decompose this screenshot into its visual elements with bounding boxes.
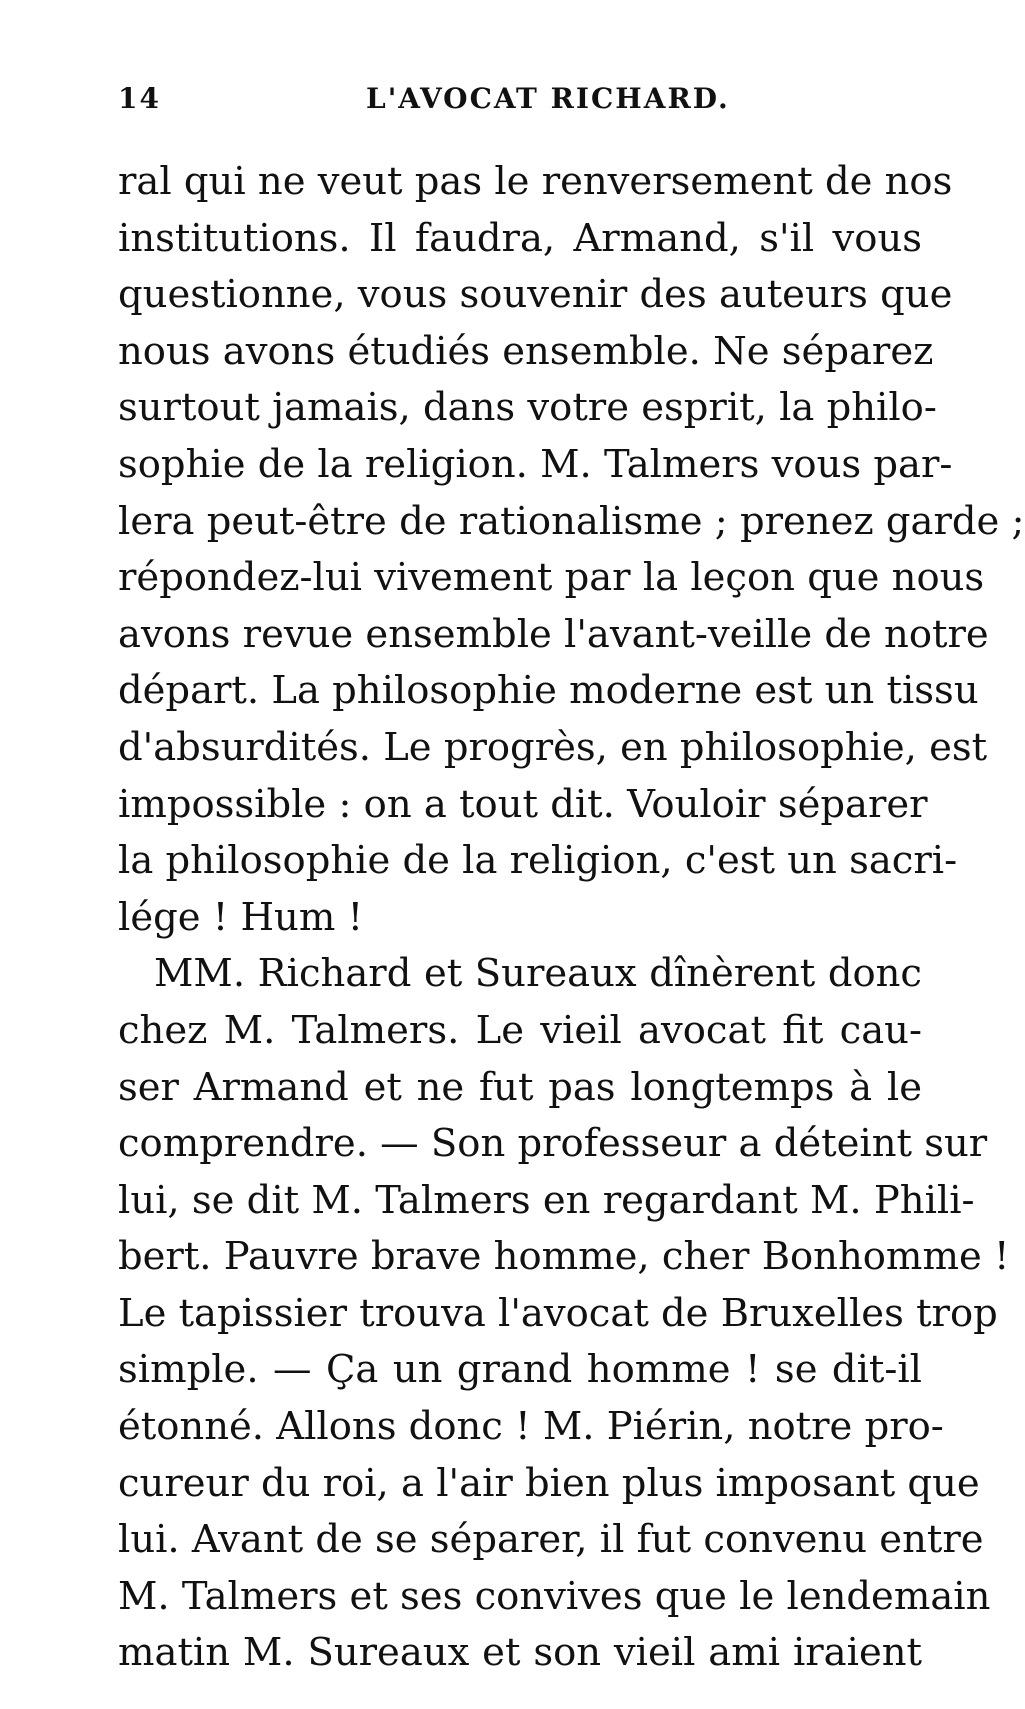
- text-line: Le tapissier trouva l'avocat de Bruxelles trop: [118, 1290, 998, 1336]
- paragraph-start-line: MM. Richard et Sureaux dînèrent donc: [154, 951, 922, 997]
- text-line: lera peut-être de rationalisme ; prenez garde ;: [118, 498, 1025, 544]
- running-head: [118, 82, 918, 122]
- text-line: nous avons étudiés ensemble. Ne séparez: [118, 328, 934, 374]
- text-line: impossible : on a tout dit. Vouloir séparer: [118, 781, 928, 827]
- page-number: 14: [118, 82, 161, 115]
- body-text: [118, 154, 1025, 1682]
- text-line: surtout jamais, dans votre esprit, la philo-: [118, 385, 937, 431]
- text-line: bert. Pauvre brave homme, cher Bonhomme !: [118, 1234, 1010, 1280]
- text-line: simple. — Ça un grand homme ! se dit-il: [118, 1347, 922, 1393]
- text-line: institutions. Il faudra, Armand, s'il vous: [118, 215, 922, 261]
- text-line: avons revue ensemble l'avant-veille de notre: [118, 611, 989, 657]
- text-line: cureur du roi, a l'air bien plus imposant que: [118, 1460, 980, 1506]
- text-line: étonné. Allons donc ! M. Piérin, notre pro-: [118, 1404, 944, 1450]
- text-line: ser Armand et ne fut pas longtemps à le: [118, 1064, 922, 1110]
- text-line: comprendre. — Son professeur a déteint sur: [118, 1121, 988, 1167]
- text-line: d'absurdités. Le progrès, en philosophie, est: [118, 724, 988, 770]
- running-title: L'AVOCAT RICHARD.: [366, 82, 730, 115]
- paragraph-end-line: lége ! Hum !: [118, 894, 364, 940]
- text-line: chez M. Talmers. Le vieil avocat fit cau-: [118, 1007, 922, 1053]
- text-line: la philosophie de la religion, c'est un sacri-: [118, 838, 958, 884]
- text-line: lui, se dit M. Talmers en regardant M. Phili-: [118, 1177, 975, 1223]
- text-line: répondez-lui vivement par la leçon que nous: [118, 555, 985, 601]
- text-line: M. Talmers et ses convives que le lendemain: [118, 1573, 991, 1619]
- text-line: ral qui ne veut pas le renversement de nos: [118, 159, 953, 204]
- text-line: départ. La philosophie moderne est un tissu: [118, 668, 979, 714]
- text-line: sophie de la religion. M. Talmers vous par-: [118, 441, 953, 487]
- text-line: lui. Avant de se séparer, il fut convenu entre: [118, 1517, 984, 1563]
- text-line: matin M. Sureaux et son vieil ami iraient: [118, 1630, 922, 1676]
- text-line: questionne, vous souvenir des auteurs que: [118, 272, 953, 318]
